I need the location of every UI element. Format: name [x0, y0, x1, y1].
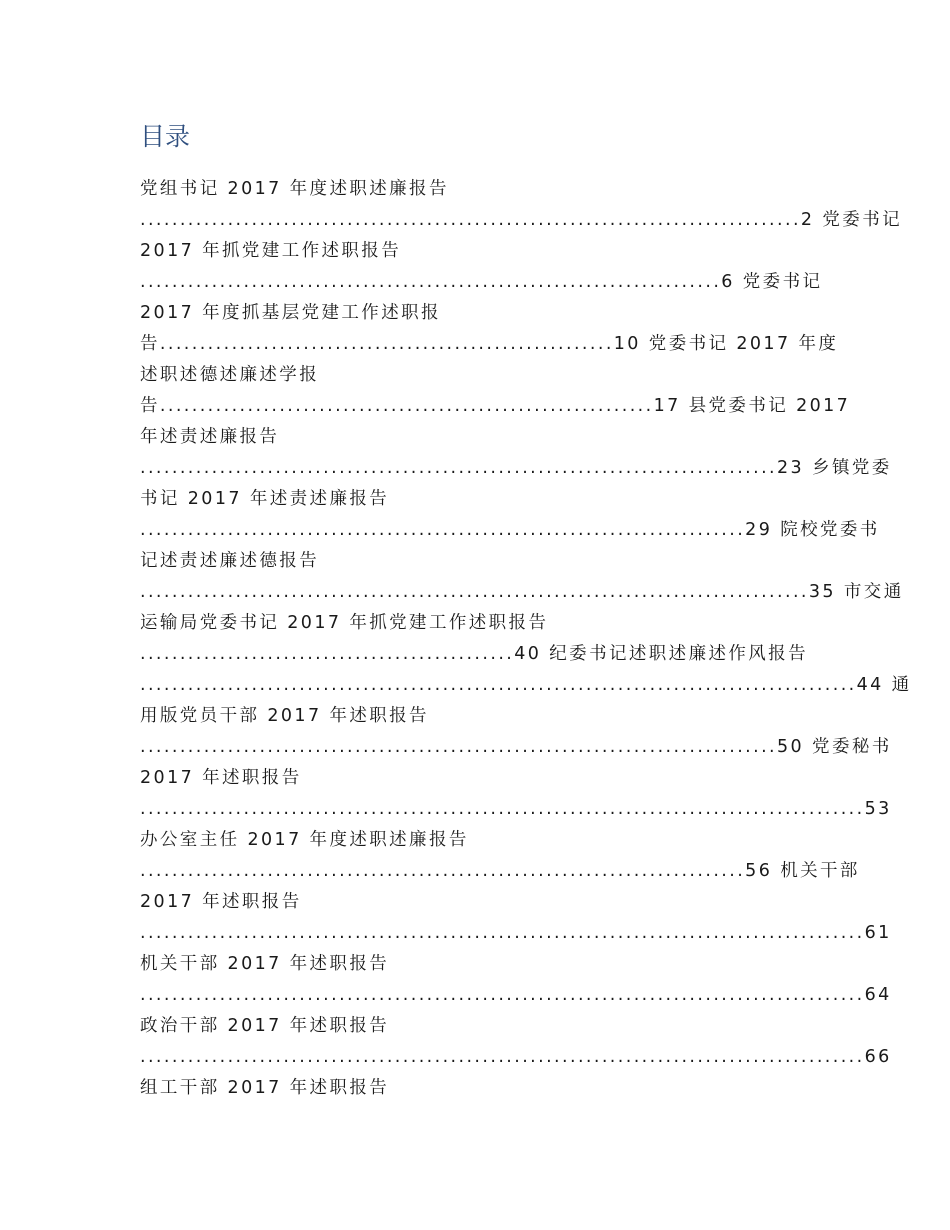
toc-line[interactable]: ...........................................................................................64 [140, 985, 892, 1005]
toc-line[interactable]: 记述责述廉述德报告 [140, 551, 320, 571]
toc-line[interactable]: ...............................................40 纪委书记述职述廉述作风报告 [140, 644, 808, 664]
toc-line[interactable]: 机关干部 2017 年述职报告 [140, 954, 390, 974]
toc-line[interactable]: ................................................................................23 乡镇党委 [140, 458, 892, 478]
toc-line[interactable]: 政治干部 2017 年述职报告 [140, 1016, 390, 1036]
toc-line[interactable]: 党组书记 2017 年度述职述廉报告 [140, 179, 449, 199]
toc-line[interactable]: ...........................................................................................61 [140, 923, 892, 943]
toc-line[interactable]: 2017 年度抓基层党建工作述职报 [140, 303, 441, 323]
toc-line[interactable]: ...................................................................................2 党委书记 [140, 210, 903, 230]
toc-line[interactable]: ............................................................................56 机关干部 [140, 861, 860, 881]
toc-line[interactable]: 办公室主任 2017 年度述职述廉报告 [140, 830, 469, 850]
toc-line[interactable]: 年述责述廉报告 [140, 427, 280, 447]
toc-line[interactable]: 2017 年抓党建工作述职报告 [140, 241, 402, 261]
toc-line[interactable]: ..........................................................................................44 通 [140, 675, 912, 695]
toc-line[interactable]: 2017 年述职报告 [140, 892, 302, 912]
toc-line[interactable]: 2017 年述职报告 [140, 768, 302, 788]
toc-line[interactable]: 告..............................................................17 县党委书记 2017 [140, 396, 851, 416]
toc-line[interactable]: 用版党员干部 2017 年述职报告 [140, 706, 429, 726]
toc-heading: 目录 [140, 122, 191, 151]
toc-line[interactable]: 述职述德述廉述学报 [140, 365, 320, 385]
toc-line[interactable]: ................................................................................50 党委秘书 [140, 737, 892, 757]
toc-line[interactable]: 告.........................................................10 党委书记 2017 年度 [140, 334, 839, 354]
toc-line[interactable]: ....................................................................................35 市交通 [140, 582, 904, 602]
toc-line[interactable]: ...........................................................................................66 [140, 1047, 892, 1067]
toc-line[interactable]: ...........................................................................................53 [140, 799, 892, 819]
toc-line[interactable]: ............................................................................29 院校党委书 [140, 520, 880, 540]
toc-list [140, 174, 912, 1104]
toc-line[interactable]: .........................................................................6 党委书记 [140, 272, 823, 292]
toc-line[interactable]: 运输局党委书记 2017 年抓党建工作述职报告 [140, 613, 549, 633]
toc-line[interactable]: 书记 2017 年述责述廉报告 [140, 489, 390, 509]
toc-line[interactable]: 组工干部 2017 年述职报告 [140, 1078, 390, 1098]
